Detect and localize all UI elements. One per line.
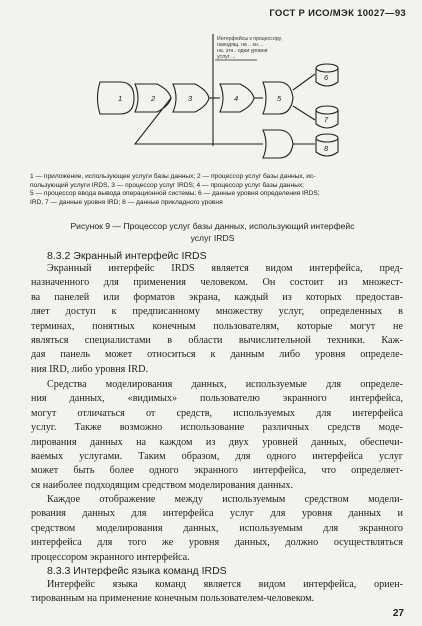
legend-line: 1 — приложение, использующее услуги базы данных; 2 — процессор услуг базы данных, ис- xyxy=(30,173,316,180)
cylinder-7-top xyxy=(316,106,338,114)
text-line: Каждое отображение между используемым средством модели- xyxy=(47,494,403,505)
text-line: ва панелей или форматов экрана, каждый из которых предостав- xyxy=(31,291,403,303)
cylinder-8-top xyxy=(316,134,338,142)
text-line: ляет доступ к предписанному множеству услуг, определенных в xyxy=(31,306,403,318)
text-line: назначенного для применения человеком. Он состоит из множест- xyxy=(31,277,403,289)
node-label-4: 4 xyxy=(234,94,239,103)
node-label-5: 5 xyxy=(277,94,282,103)
caption-line: услуг IRDS xyxy=(190,233,235,243)
figure-caption xyxy=(30,220,395,244)
text-line: Средства моделирования данных, используемые для определе- xyxy=(47,379,403,390)
text-line: Экранный интерфейс IRDS является видом интерфейса, пред- xyxy=(47,263,403,274)
caption-line: Рисунок 9 — Процессор услуг базы данных, использующий интерфейс xyxy=(70,221,355,231)
figure-note-line-4: услуг ... xyxy=(217,54,236,60)
text-line: являться специалистами в области вычислительной техники. Каж- xyxy=(31,335,403,347)
figure-note-line-2: находящ. на .. кн. .. xyxy=(217,42,264,48)
node-5b-shape xyxy=(263,130,293,158)
text-line: интерфейса для того же уровня данных, должно осуществляться xyxy=(31,537,403,549)
paragraph-2 xyxy=(31,378,403,493)
node-label-8: 8 xyxy=(324,144,329,153)
section-heading-8-3-3: 8.3.3 Интерфейс языка команд IRDS xyxy=(47,565,227,577)
figure-9-diagram xyxy=(15,28,410,172)
text-line: лирования данных на каждом из двух уровней данных, обеспечи- xyxy=(31,436,403,448)
legend-line: пользующий услуги IRDS, 3 — процессор услуг IRDS; 4 — процессор услуг базы данных; xyxy=(30,181,304,189)
cylinder-6-top xyxy=(316,64,338,72)
text-line: ваемых услугами. Таким образом, для одного интерфейса услуг xyxy=(31,451,403,463)
node-1-shape xyxy=(98,82,135,114)
text-line: терминах, понятных конечным пользователям, которые могут не xyxy=(31,320,403,332)
figure-note-line-3: на. этн.. одни уровни xyxy=(217,48,268,54)
figure-note-line-1: Интерфейсы к процессору, xyxy=(217,36,283,42)
text-line: ся наиболее подходящим средством моделирования данных. xyxy=(31,479,293,491)
standard-header: ГОСТ Р ИСО/МЭК 10027—93 xyxy=(269,8,406,19)
text-line: Интерфейс языка команд является видом интерфейса, ориен- xyxy=(47,579,403,590)
node-label-6: 6 xyxy=(324,73,329,82)
text-line: может быть более одного экранного интерфейса, что определяет- xyxy=(31,465,403,477)
node-label-2: 2 xyxy=(151,94,156,103)
text-line: средством моделирования данных, используемым для экранного xyxy=(31,522,403,534)
paragraph-3 xyxy=(31,493,403,565)
text-line: тированным на применение конечным пользователем-человеком. xyxy=(31,593,315,605)
connector-5-6 xyxy=(293,74,315,90)
node-label-3: 3 xyxy=(188,94,193,103)
figure-legend xyxy=(30,173,405,207)
paragraph-4 xyxy=(31,578,403,607)
connector-5-7 xyxy=(293,106,315,120)
legend-line: 5 — процессор ввода вывода операционной системы; 6 — данные уровня определения IRDS; xyxy=(30,190,320,198)
legend-line: IRD, 7 — данные уровня IRD; 8 — данные прикладного уровня xyxy=(30,198,223,206)
text-line: могут отличаться от средств, используемых для интерфейса xyxy=(31,407,403,419)
node-label-7: 7 xyxy=(324,115,329,124)
section-heading-8-3-2: 8.3.2 Экранный интерфейс IRDS xyxy=(47,250,207,262)
text-line: дая панель может относиться к данным либо уровня определе- xyxy=(31,349,403,361)
text-line: ния IRD, либо уровня IRD. xyxy=(31,363,149,375)
text-line: процессором экранного интерфейса. xyxy=(31,551,190,563)
text-line: услуг. Также возможно использование различных средств моде- xyxy=(31,422,403,434)
page-number: 27 xyxy=(392,608,404,619)
text-line: ния данных, «видимых» пользователю экранного интерфейса, xyxy=(31,393,403,405)
text-line: рования данных для интерфейса услуг для уровня данных и xyxy=(31,508,403,520)
paragraph-1 xyxy=(31,262,403,377)
connector-2-lower xyxy=(135,98,263,144)
node-label-1: 1 xyxy=(118,94,123,103)
